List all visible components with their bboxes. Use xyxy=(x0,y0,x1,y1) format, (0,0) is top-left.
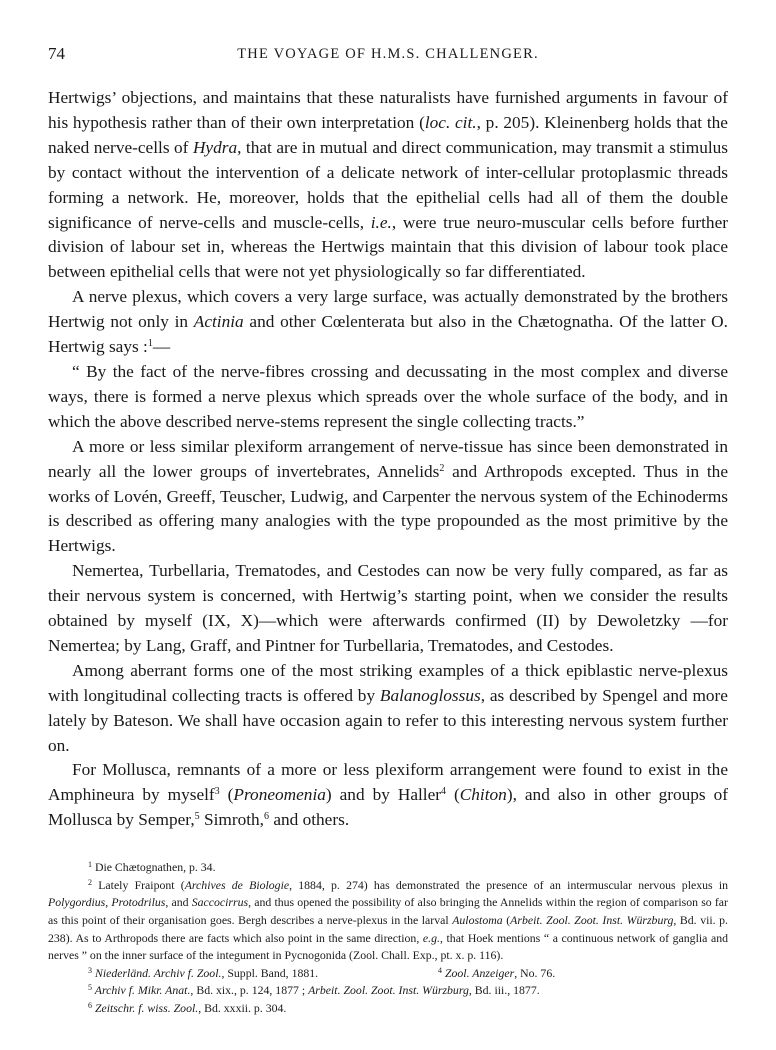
paragraph: For Mollusca, remnants of a more or less plexiform arrangement were found to exist in the Amphineura by myself$^3$ (Proneomenia) and by Haller$^4$ (Chiton), and also in other groups of Mollusca by Semper,$^5$ Simroth,$^6$ and others. xyxy=(48,760,728,830)
paragraph: Nemertea, Turbellaria, Trematodes, and Cestodes can now be very fully compared, as far as their nervous system is concerned, with Hertwig’s starting point, when we consider the results obtained by myself (IX, X)—which were afterwards confirmed (II) by Dewoletzky —for Nemertea; by Lang, Graff, and Pintner for Turbellaria, Trematodes, and Cestodes. xyxy=(48,561,728,655)
footnote: $^2$ Lately Fraipont (Archives de Biologie, 1884, p. 274) has demonstrated the presence of an intermuscular nervous plexus in Polygordius, Protodrilus, and Saccocirrus, and thus opened the possibility of also bringing the Annelids within the region of comparison so far as this point of their organisation goes. Bergh describes a nerve-plexus in the larval Aulostoma (Arbeit. Zool. Zoot. Inst. Würzburg, Bd. vii. p. 238). As to Arthropods there are facts which also point in the same direction, e.g., that Hoek mentions “ a continuous network of ganglia and nerves ” on the inner surface of the integument in Pycnogonida (Zool. Chall. Exp., pt. x. p. 116). xyxy=(48,877,729,963)
page-number: 74 xyxy=(48,44,65,63)
running-head: THE VOYAGE OF H.M.S. CHALLENGER. xyxy=(237,46,539,62)
footnote: $^5$ Archiv f. Mikr. Anat., Bd. xix., p. 124, 1877 ; Arbeit. Zool. Zoot. Inst. Würzburg, Bd. iii., 1877. xyxy=(88,983,540,998)
footnotes xyxy=(48,859,728,1017)
footnote: $^1$ Die Chætognathen, p. 34. xyxy=(88,860,216,875)
footnote: $^4$ Zool. Anzeiger, No. 76. xyxy=(438,965,556,980)
footnote: $^3$ Niederländ. Archiv f. Zool., Suppl. Band, 1881. xyxy=(88,965,319,980)
paragraph: A more or less similar plexiform arrangement of nerve-tissue has since been demonstrated in nearly all the lower groups of invertebrates, Annelids$^2$ and Arthropods excepted. Thus in the works of Lovén, Greeff, Teuscher, Ludwig, and Carpenter the nervous system of the Echinoderms is described as offering many analogies with the type propounded as the most primitive by the Hertwigs. xyxy=(48,436,728,556)
footnote-ref: 2 xyxy=(439,462,445,474)
footnote-ref: 3 xyxy=(214,786,220,798)
paragraph: A nerve plexus, which covers a very large surface, was actually demonstrated by the brothers Hertwig not only in Actinia and other Cœlenterata but also in the Chætognatha. Of the latter O. Hertwig says :$^1$— xyxy=(48,287,728,357)
footnote-ref: 6 xyxy=(264,811,269,823)
paragraph: Among aberrant forms one of the most striking examples of a thick epiblastic nerve-plexus with longitudinal collecting tracts is offered by Balanoglossus, as described by Spengel and more lately by Bateson. We shall have occasion again to refer to this interesting nervous system further on. xyxy=(48,660,728,755)
footnote-ref: 5 xyxy=(194,811,200,823)
paragraph: Hertwigs’ objections, and maintains that these naturalists have furnished arguments in favour of his hypothesis rather than of their own interpretation (loc. cit., p. 205). Kleinenberg holds that the naked nerve-cells of Hydra, that are in mutual and direct communication, may transmit a stimulus by contact without the intervention of a delicate network of inter-cellular protoplasmic threads forming a network. He, moreover, holds that the epithelial cells had all of them the double significance of nerve-cells and muscle-cells, i.e., were true neuro-muscular cells before further division of labour set in, whereas the Hertwigs maintain that this division of labour took place between epithelial cells that were not yet physiologically so far differentiated. xyxy=(48,88,729,282)
block-quote: “ By the fact of the nerve-fibres crossing and decussating in the most complex and diverse ways, there is formed a nerve plexus which spreads over the whole surface of the body, and in which the above described nerve-stems represent the single collecting tracts.” xyxy=(48,361,728,431)
footnote-ref: 4 xyxy=(441,786,447,798)
body-text xyxy=(48,86,728,833)
footnote-row xyxy=(48,965,728,983)
page-header xyxy=(48,44,728,70)
footnote: $^6$ Zeitschr. f. wiss. Zool., Bd. xxxii. p. 304. xyxy=(88,1000,287,1015)
footnote-ref: 1 xyxy=(147,338,153,350)
